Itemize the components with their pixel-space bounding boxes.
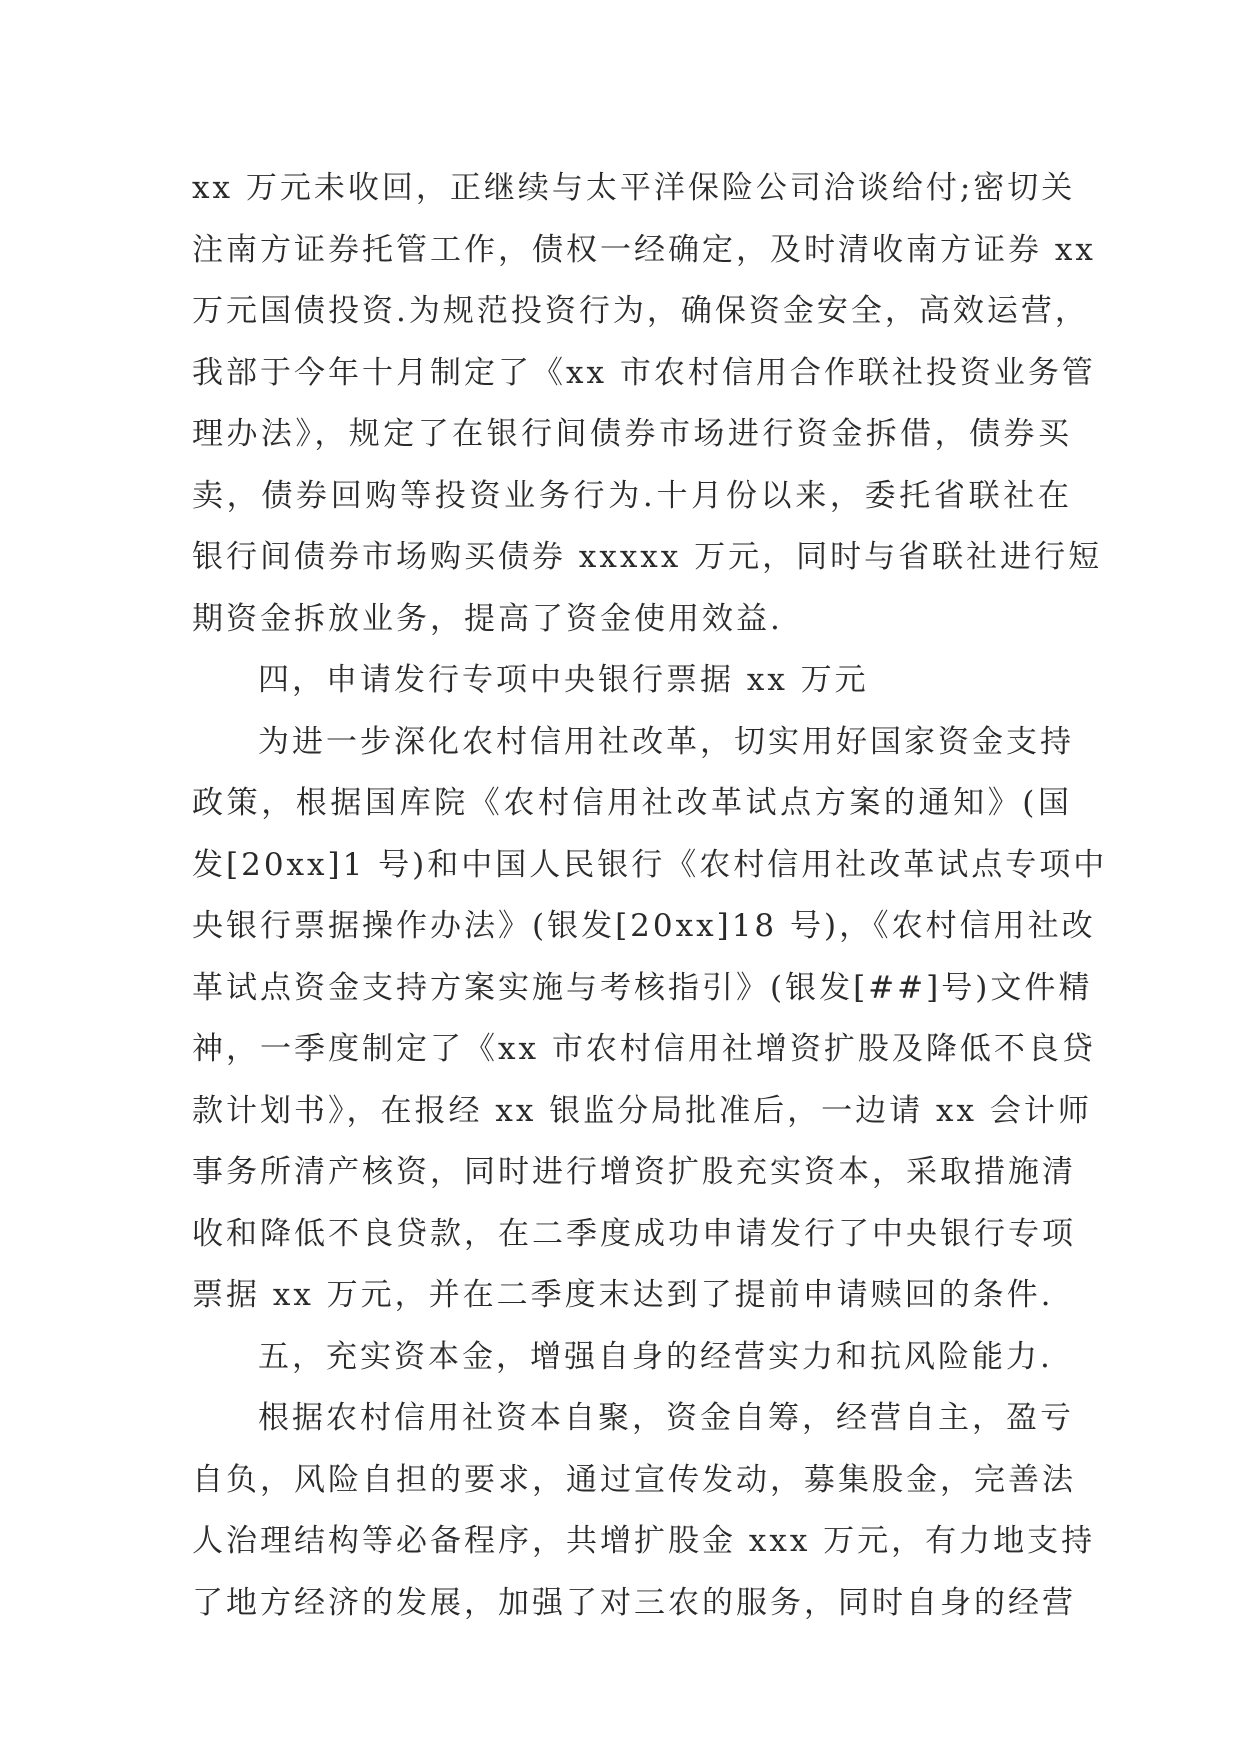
text-line: 事务所清产核资，同时进行增资扩股充实资本，采取措施清 (192, 1154, 1076, 1190)
text-line: 了地方经济的发展，加强了对三农的服务，同时自身的经营 (192, 1584, 1076, 1621)
section-heading: 四，申请发行专项中央银行票据 xx 万元 (258, 662, 869, 698)
text-line: 万元国债投资.为规范投资行为，确保资金安全，高效运营， (192, 293, 1089, 329)
text-line: 人治理结构等必备程序，共增扩股金 xxx 万元，有力地支持 (192, 1523, 1096, 1559)
text-line: 款计划书》，在报经 xx 银监分局批准后，一边请 xx 会计师 (192, 1092, 1092, 1129)
text-line: 卖，债券回购等投资业务行为.十月份以来，委托省联社在 (192, 477, 1072, 514)
document-body (192, 158, 1108, 1634)
text-line: 政策，根据国库院《农村信用社改革试点方案的通知》(国 (192, 785, 1072, 821)
text-line: 神，一季度制定了《xx 市农村信用社增资扩股及降低不良贷 (192, 1031, 1096, 1067)
text-line: 为进一步深化农村信用社改革，切实用好国家资金支持 (258, 723, 1074, 760)
text-line: 银行间债券市场购买债券 xxxxx 万元，同时与省联社进行短 (192, 539, 1103, 575)
text-line: 票据 xx 万元，并在二季度末达到了提前申请赎回的条件. (192, 1277, 1054, 1313)
text-line: 自负，风险自担的要求，通过宣传发动，募集股金，完善法 (192, 1461, 1076, 1498)
text-line: 根据农村信用社资本自聚，资金自筹，经营自主，盈亏 (258, 1400, 1074, 1436)
text-line: 注南方证券托管工作，债权一经确定，及时清收南方证券 xx (192, 231, 1096, 268)
text-line: 期资金拆放业务，提高了资金使用效益. (192, 600, 783, 637)
section-heading: 五，充实资本金，增强自身的经营实力和抗风险能力. (258, 1338, 1053, 1375)
text-line: xx 万元未收回，正继续与太平洋保险公司洽谈给付;密切关 (192, 170, 1076, 206)
text-line: 理办法》，规定了在银行间债券市场进行资金拆借，债券买 (192, 416, 1072, 452)
text-line: 央银行票据操作办法》(银发[20xx]18 号)，《农村信用社改 (192, 908, 1096, 944)
text-line: 发[20xx]1 号)和中国人民银行《农村信用社改革试点专项中 (192, 846, 1108, 883)
text-line: 革试点资金支持方案实施与考核指引》(银发[##]号)文件精 (192, 969, 1093, 1006)
text-line: 收和降低不良贷款，在二季度成功申请发行了中央银行专项 (192, 1215, 1076, 1252)
text-line: 我部于今年十月制定了《xx 市农村信用合作联社投资业务管 (192, 354, 1096, 391)
